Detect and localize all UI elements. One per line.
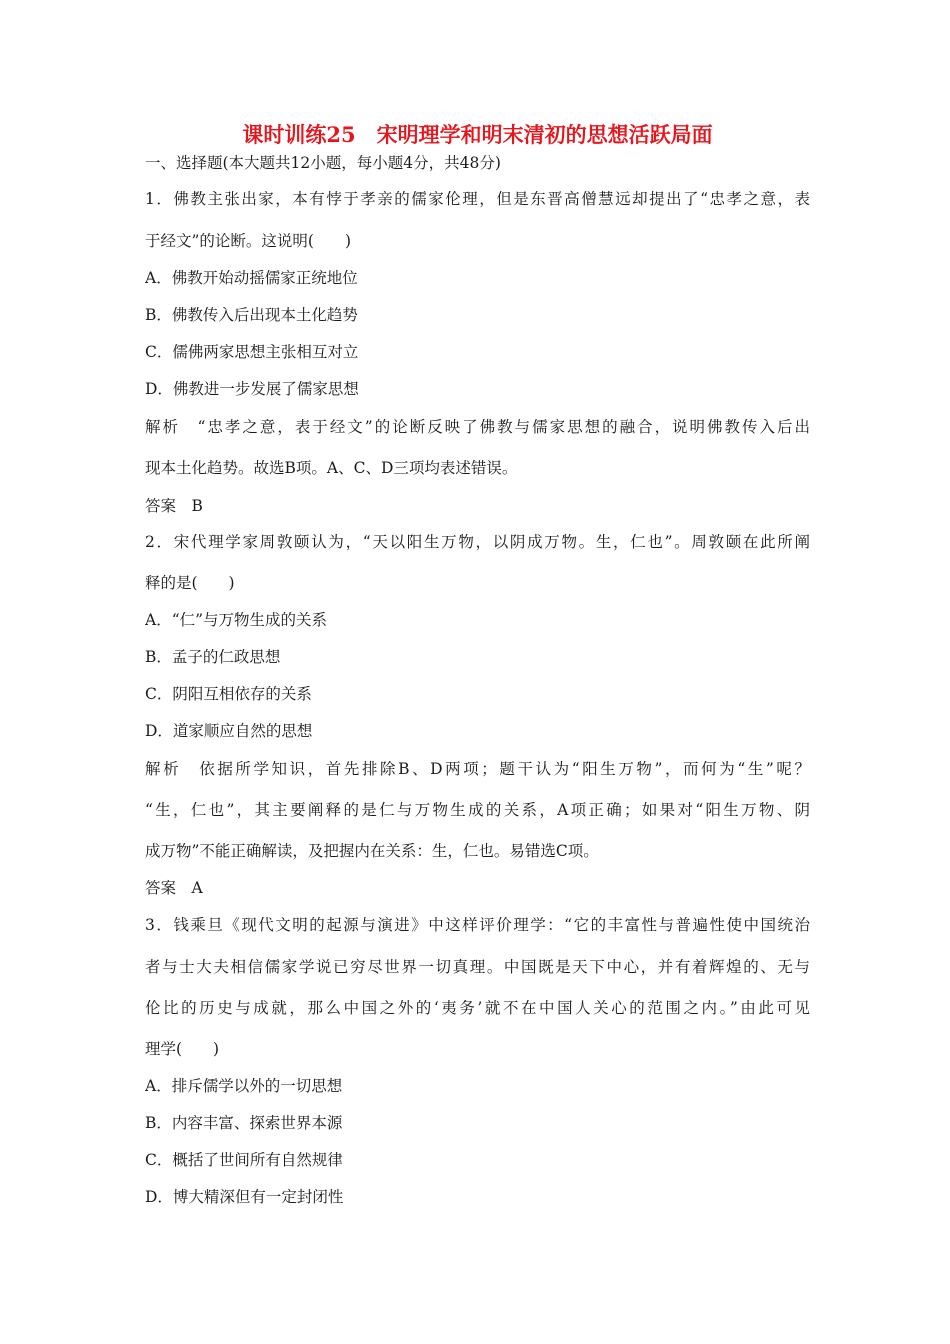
question-1-option-c: C．儒佛两家思想主张相互对立	[145, 343, 359, 361]
question-1-stem-line-2: 于经文”的论断。这说明( )	[145, 232, 352, 250]
question-3-stem-line-2: 者与士大夫相信儒家学说已穷尽世界一切真理。中国既是天下中心，并有着辉煌的、无与	[145, 958, 810, 976]
question-1-analysis-line-2: 现本土化趋势。故选B项。A、C、D三项均表述错误。	[145, 459, 518, 477]
question-2-option-a: A．“仁”与万物生成的关系	[145, 611, 328, 629]
question-3-stem-line-1: 3．钱乘旦《现代文明的起源与演进》中这样评价理学：“它的丰富性与普遍性使中国统治	[145, 916, 810, 934]
question-2-option-b: B．孟子的仁政思想	[145, 648, 281, 666]
question-1-answer: 答案 B	[145, 497, 203, 515]
page-title: 课时训练25 宋明理学和明末清初的思想活跃局面	[242, 122, 713, 147]
question-3-stem-line-3: 伦比的历史与成就，那么中国之外的‘夷务’就不在中国人关心的范围之内。”由此可见	[145, 999, 810, 1017]
question-1-analysis-line-1: 解析 “忠孝之意，表于经文”的论断反映了佛教与儒家思想的融合，说明佛教传入后出	[145, 418, 810, 436]
question-2-analysis-line-1: 解析 依据所学知识，首先排除B、D两项；题干认为“阳生万物”，而何为“生”呢？	[145, 760, 810, 778]
question-2-analysis-line-3: 成万物”不能正确解读，及把握内在关系：生，仁也。易错选C项。	[145, 842, 599, 860]
question-3-option-a: A．排斥儒学以外的一切思想	[145, 1077, 343, 1095]
question-3-stem-line-4: 理学( )	[145, 1040, 220, 1058]
question-2-stem-line-1: 2．宋代理学家周敦颐认为，“天以阳生万物，以阴成万物。生，仁也”。周敦颐在此所阐	[145, 533, 810, 551]
question-3-option-d: D．博大精深但有一定封闭性	[145, 1188, 344, 1206]
question-3-option-c: C．概括了世间所有自然规律	[145, 1151, 343, 1169]
question-1-option-b: B．佛教传入后出现本土化趋势	[145, 306, 358, 324]
question-1-option-d: D．佛教进一步发展了儒家思想	[145, 380, 359, 398]
question-2-answer: 答案 A	[145, 879, 203, 897]
question-2-analysis-line-2: “生，仁也”，其主要阐释的是仁与万物生成的关系，A项正确；如果对“阳生万物、阴	[145, 801, 810, 819]
question-2-option-d: D．道家顺应自然的思想	[145, 722, 313, 740]
question-1-stem-line-1: 1．佛教主张出家，本有悖于孝亲的儒家伦理，但是东晋高僧慧远却提出了“忠孝之意，表	[145, 190, 810, 208]
question-3-option-b: B．内容丰富、探索世界本源	[145, 1114, 343, 1132]
question-1-option-a: A．佛教开始动摇儒家正统地位	[145, 269, 358, 287]
question-2-option-c: C．阴阳互相依存的关系	[145, 685, 312, 703]
section-heading: 一、选择题(本大题共12小题，每小题4分，共48分)	[145, 154, 501, 172]
question-2-stem-line-2: 释的是( )	[145, 574, 235, 592]
